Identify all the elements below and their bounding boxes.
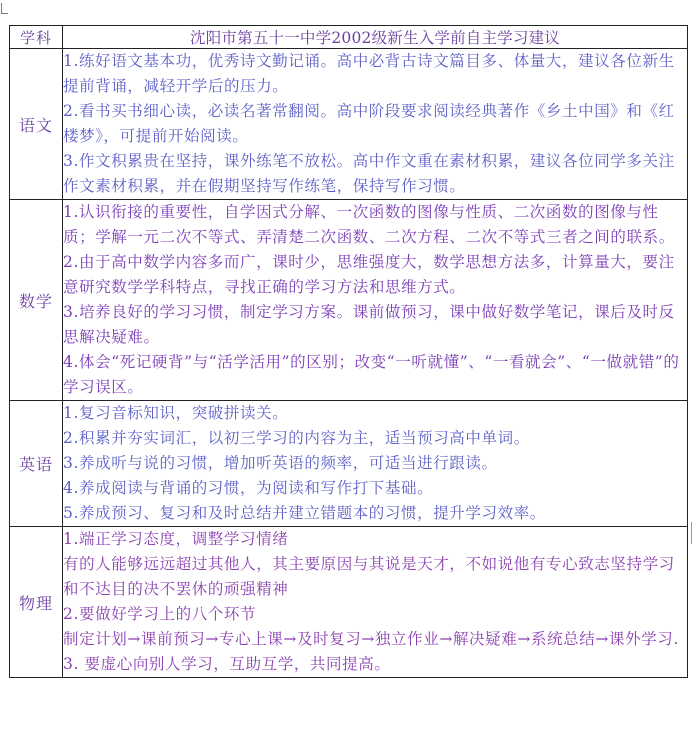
advice-item: 3.培养良好的学习习惯，制定学习方案。课前做预习，课中做好数学笔记，课后及时反思解决疑难。 <box>63 303 675 346</box>
advice-item: 制定计划→课前预习→专心上课→及时复习→独立作业→解决疑难→系统总结→课外学习. <box>63 630 679 648</box>
subject-cell: 物理 <box>10 527 63 678</box>
advice-item: 3.养成听与说的习惯，增加听英语的频率，可适当进行跟读。 <box>63 454 498 472</box>
subject-cell: 数学 <box>10 200 63 401</box>
subject-column-header: 学科 <box>10 26 63 49</box>
advice-cell <box>63 527 688 678</box>
subject-cell: 英语 <box>10 401 63 527</box>
advice-item: 2.由于高中数学内容多而广，课时少，思维强度大，数学思想方法多，计算量大，要注意研究数学学科特点，寻找正确的学习方法和思维方式。 <box>63 253 675 296</box>
advice-item: 1.复习音标知识，突破拼读关。 <box>63 404 289 422</box>
advice-item: 1.认识衔接的重要性，自学因式分解、一次函数的图像与性质、二次函数的图像与性质；学解一元二次不等式、弄清楚二次函数、二次方程、二次不等式三者之间的联系。 <box>63 203 675 246</box>
row-english <box>10 401 688 527</box>
advice-cell <box>63 401 688 527</box>
advice-cell <box>63 200 688 401</box>
advice-item: 2.积累并夯实词汇，以初三学习的内容为主，适当预习高中单词。 <box>63 429 530 447</box>
advice-item: 1.练好语文基本功，优秀诗文勤记诵。高中必背古诗文篇目多、体量大，建议各位新生提前背诵，减轻开学后的压力。 <box>63 52 675 95</box>
row-math <box>10 200 688 401</box>
advice-item: 2.要做好学习上的八个环节 <box>63 605 257 623</box>
advice-item: 有的人能够远远超过其他人，其主要原因与其说是天才，不如说他有专心致志坚持学习和不达目的决不罢休的顽强精神 <box>63 555 675 598</box>
study-plan-table <box>9 25 688 678</box>
row-chinese <box>10 49 688 200</box>
advice-item: 4.养成阅读与背诵的习惯，为阅读和写作打下基础。 <box>63 479 434 497</box>
edge-mark <box>691 522 696 544</box>
header-row <box>10 26 688 49</box>
row-physics <box>10 527 688 678</box>
advice-item: 4.体会“死记硬背”与“活学活用”的区别；改变“一听就懂”、“一看就会”、“一做就错”的学习误区。 <box>63 353 680 396</box>
subject-cell: 语文 <box>10 49 63 200</box>
advice-item: 3. 要虚心向别人学习，互助互学，共同提高。 <box>63 655 391 673</box>
corner-crop-mark <box>1 3 8 14</box>
table-title: 沈阳市第五十一中学2002级新生入学前自主学习建议 <box>63 26 688 49</box>
advice-item: 5.养成预习、复习和及时总结并建立错题本的习惯，提升学习效率。 <box>63 504 546 522</box>
advice-item: 3.作文积累贵在坚持，课外练笔不放松。高中作文重在素材积累，建议各位同学多关注作文素材积累，并在假期坚持写作练笔，保持写作习惯。 <box>63 152 675 195</box>
advice-item: 2.看书买书细心读，必读名著常翻阅。高中阶段要求阅读经典著作《乡土中国》和《红楼梦》，可提前开始阅读。 <box>63 102 675 145</box>
advice-cell <box>63 49 688 200</box>
advice-item: 1.端正学习态度，调整学习情绪 <box>63 530 289 548</box>
